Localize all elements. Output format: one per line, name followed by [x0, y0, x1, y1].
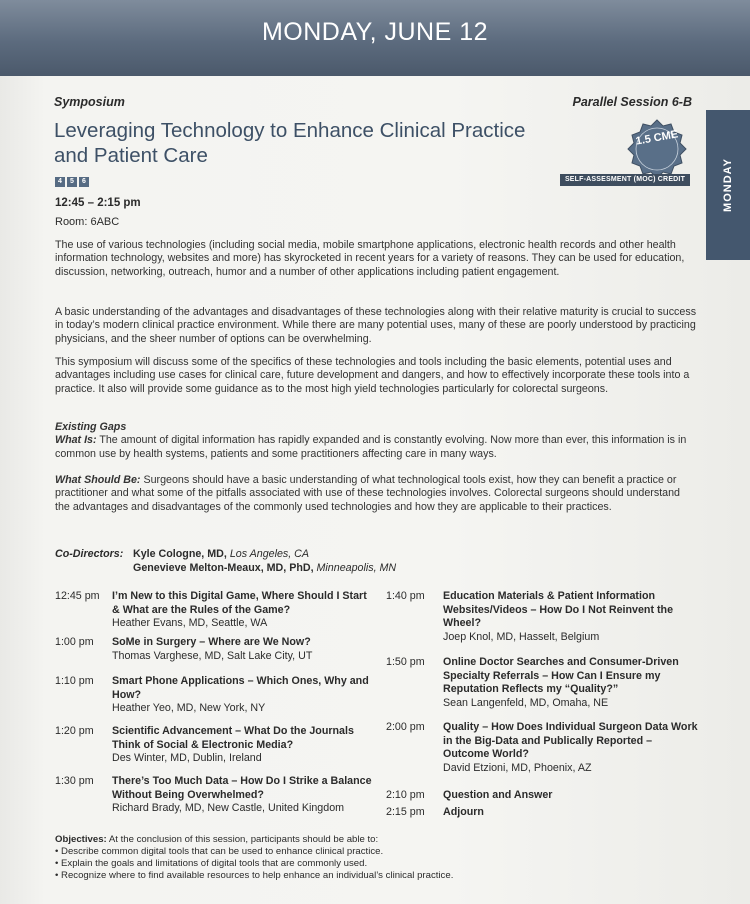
schedule-speaker: Heather Yeo, MD, New York, NY	[112, 702, 266, 715]
schedule-time: 2:10 pm	[386, 789, 425, 801]
schedule-speaker: Des Winter, MD, Dublin, Ireland	[112, 752, 262, 765]
gaps-section	[55, 421, 697, 461]
schedule-item	[386, 806, 701, 820]
day-title: MONDAY, JUNE 12	[261, 18, 489, 46]
schedule-right	[386, 590, 701, 820]
gaps-heading: Existing Gaps	[55, 421, 127, 433]
gaps-should-be	[55, 474, 697, 514]
schedule-item	[55, 775, 375, 816]
schedule-time: 1:20 pm	[55, 725, 94, 737]
schedule-item	[386, 789, 701, 806]
parallel-session: Parallel Session 6-B	[572, 95, 692, 109]
objectives-label: Objectives:	[55, 834, 107, 845]
gaps-what-is	[55, 434, 697, 461]
schedule-title: There’s Too Much Data – How Do I Strike a Balance Without Being Overwhelmed?	[112, 775, 372, 801]
schedule-time: 1:10 pm	[55, 675, 94, 687]
objectives	[55, 834, 695, 882]
schedule-speaker: David Etzioni, MD, Phoenix, AZ	[443, 761, 592, 774]
schedule-time: 2:15 pm	[386, 806, 425, 818]
schedule-title: Quality – How Does Individual Surgeon Data Work in the Big-Data and Publically Reported – Outcome World?	[443, 721, 698, 761]
schedule-title: Smart Phone Applications – Which Ones, Why and How?	[112, 675, 369, 701]
schedule-time: 2:00 pm	[386, 721, 425, 733]
schedule-title: Online Doctor Searches and Consumer-Driven Specialty Referrals – How Can I Ensure my Reputation Reflects my “Quality?”	[443, 656, 679, 696]
should-be-text: Surgeons should have a basic understanding of what technological tools exist, how they can benefit a practice or practitioner and what some of the pitfalls associated with use of these technologies involves. Colorectal surgeons should understand the advantages and disadvantages of the commonly used technologies and how they are applicable to their practices.	[55, 474, 680, 513]
cme-badge	[626, 118, 688, 180]
schedule-item	[55, 675, 375, 725]
objective-item: • Explain the goals and limitations of digital tools that are commonly used.	[55, 858, 368, 869]
schedule-title: Question and Answer	[443, 789, 553, 801]
schedule-speaker: Joep Knol, MD, Hasselt, Belgium	[443, 630, 600, 643]
track-icon-6: 6	[79, 177, 89, 187]
track-icons	[55, 177, 89, 187]
co-director-place: Los Angeles, CA	[229, 548, 310, 560]
schedule-time: 12:45 pm	[55, 590, 100, 602]
side-day-tab	[706, 110, 750, 260]
objective-item: • Recognize where to find available resources to help enhance an individual’s clinical practice.	[55, 870, 454, 881]
schedule-time: 1:30 pm	[55, 775, 94, 787]
schedule-item	[386, 590, 701, 656]
schedule-left	[55, 590, 375, 816]
schedule-item	[386, 656, 701, 721]
session-time: 12:45 – 2:15 pm	[55, 197, 141, 209]
session-type: Symposium	[54, 95, 125, 109]
day-header	[0, 0, 750, 76]
schedule-item	[55, 725, 375, 775]
cme-credit: 1.5 CME	[634, 128, 680, 148]
schedule-speaker: Sean Langenfeld, MD, Omaha, NE	[443, 696, 609, 709]
moc-credit-banner: SELF-ASSESMENT (MOC) CREDIT	[560, 174, 690, 186]
schedule-title: Education Materials & Patient Information Websites/Videos – How Do I Not Reinvent the Wheel?	[443, 590, 674, 630]
schedule-speaker: Thomas Varghese, MD, Salt Lake City, UT	[112, 649, 313, 662]
schedule-time: 1:50 pm	[386, 656, 425, 668]
schedule-item	[55, 590, 375, 636]
should-be-label: What Should Be:	[55, 474, 141, 486]
objectives-intro: At the conclusion of this session, participants should be able to:	[106, 834, 379, 845]
description-paragraph: This symposium will discuss some of the specifics of these technologies and tools including the basic elements, potential uses and advantages including use cases for clinical care, future development and dangers, and how to effectively incorporate these tools into a practice. It also will provide some guidance as to the most high yield technologies particularly for colorectal surgeons.	[55, 356, 690, 395]
schedule-item	[386, 721, 701, 789]
session-room: Room: 6ABC	[55, 216, 120, 228]
schedule-title: Scientific Advancement – What Do the Journals Think of Social & Electronic Media?	[112, 725, 354, 751]
what-is-label: What Is:	[55, 434, 97, 447]
schedule-title: SoMe in Surgery – Where are We Now?	[112, 636, 311, 648]
schedule-title: Adjourn	[443, 806, 484, 818]
session-title: Leveraging Technology to Enhance Clinical Practice and Patient Care	[54, 119, 526, 167]
schedule-title: I’m New to this Digital Game, Where Should I Start & What are the Rules of the Game?	[112, 590, 367, 616]
track-icon-4: 4	[55, 177, 65, 187]
schedule-time: 1:40 pm	[386, 590, 425, 602]
objective-item: • Describe common digital tools that can be used to enhance clinical practice.	[55, 846, 384, 857]
schedule-item	[55, 636, 375, 675]
what-is-text: The amount of digital information has rapidly expanded and is constantly evolving. Now more than ever, this information is in common use by health systems, patients and some practitioners affecting care in many ways.	[55, 434, 687, 460]
co-directors-label: Co-Directors:	[55, 548, 124, 560]
track-icon-5: 5	[67, 177, 77, 187]
co-director-name: Genevieve Melton-Meaux, MD, PhD,	[133, 561, 314, 574]
side-day-tab-label: MONDAY	[722, 158, 734, 212]
co-director-place: Minneapolis, MN	[316, 561, 397, 574]
co-director-name: Kyle Cologne, MD,	[133, 548, 227, 560]
schedule-speaker: Richard Brady, MD, New Castle, United Kingdom	[112, 802, 345, 815]
description-paragraph: The use of various technologies (including social media, mobile smartphone applications, electronic health records and other health information technology, websites and more) has skyrocketed in recent years for a variety of reasons. They can be used for education, discussion, networking, outreach, humor and a number of other applications including patient engagement.	[55, 239, 685, 278]
description-paragraph: A basic understanding of the advantages and disadvantages of these technologies along with their relative maturity is crucial to success in today’s modern clinical practice environment. While there are many potential uses, many of these are poorly understood by practicing physicians, and the sheer number of options can be overwhelming.	[55, 306, 697, 345]
co-directors	[55, 548, 396, 575]
schedule-time: 1:00 pm	[55, 636, 94, 648]
schedule-speaker: Heather Evans, MD, Seattle, WA	[112, 617, 268, 630]
